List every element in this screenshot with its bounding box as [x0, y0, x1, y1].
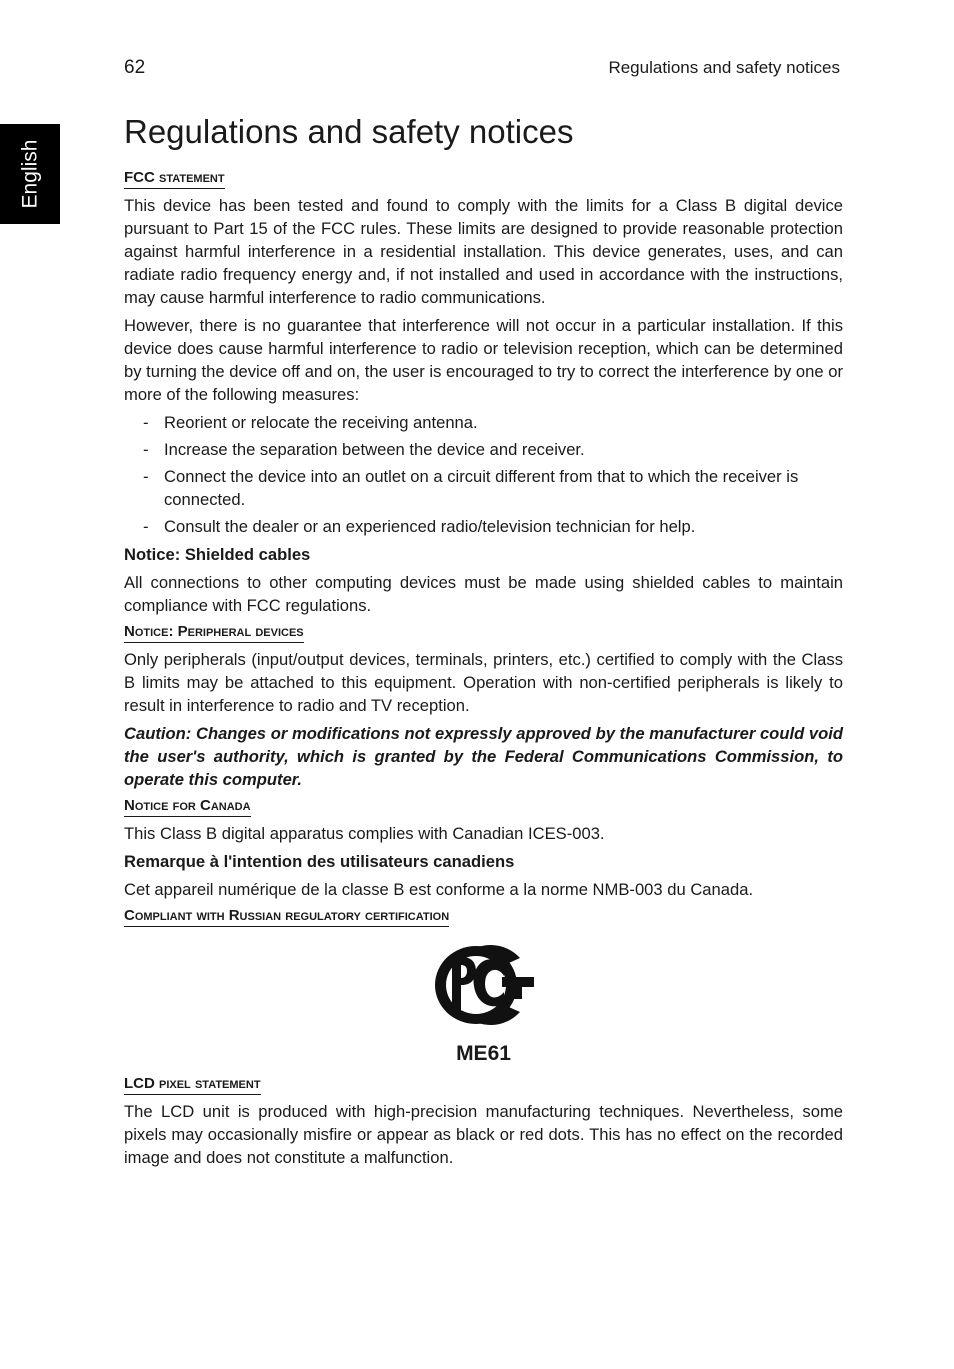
list-item-text: Consult the dealer or an experienced radio/television technician for help. [164, 516, 696, 536]
list-item-text: Increase the separation between the device and receiver. [164, 439, 585, 459]
running-header: Regulations and safety notices [608, 58, 840, 77]
canada-french-heading: Remarque à l'intention des utilisateurs canadiens [124, 851, 515, 871]
lcd-heading: LCD pixel statement [124, 1074, 261, 1095]
peripheral-text: Only peripherals (input/output devices, terminals, printers, etc.) certified to comply with the Class B limits may be attached to this equipment. Operation with non-certified peripherals is likely to result in interference to radio and TV reception. [124, 649, 843, 715]
shielded-cables-text: All connections to other computing devices must be made using shielded cables to maintain compliance with FCC regulations. [124, 572, 843, 615]
fcc-heading: FCC statement [124, 168, 225, 189]
list-item-text: Connect the device into an outlet on a circuit different from that to which the receiver is connected. [164, 466, 799, 509]
page-title: Regulations and safety notices [124, 113, 574, 150]
shielded-cables-heading: Notice: Shielded cables [124, 544, 311, 564]
lcd-text: The LCD unit is produced with high-precision manufacturing techniques. Nevertheless, some pixels may occasionally misfire or appear as black or red dots. This has no effect on the recorded image and does not constitute a malfunction. [124, 1101, 843, 1167]
fcc-paragraph-1: This device has been tested and found to comply with the limits for a Class B digital device pursuant to Part 15 of the FCC rules. These limits are designed to provide reasonable protection against harmful interference in a residential installation. This device generates, uses, and can radiate radio frequency energy and, if not installed and used in accordance with the instructions, may cause harmful interference to radio communications. [124, 195, 843, 307]
canada-heading: Notice for Canada [124, 796, 251, 817]
list-item: - Increase the separation between the device and receiver. [143, 439, 585, 459]
page-content [124, 112, 843, 1174]
language-tab [0, 124, 60, 224]
page-number: 62 [124, 57, 146, 78]
measures-list [124, 411, 843, 538]
fcc-paragraph-2: However, there is no guarantee that interference will not occur in a particular installation. If this device does cause harmful interference to radio or television reception, which can be determined by turning the device off and on, the user is encouraged to try to correct the interference by one or more of the following measures: [124, 315, 843, 404]
russian-certification [124, 944, 843, 1066]
pct-certification-mark-icon [432, 944, 536, 1026]
list-item: - Reorient or relocate the receiving antenna. [143, 412, 478, 432]
certification-code: ME61 [456, 1041, 511, 1065]
list-item: - Consult the dealer or an experienced radio/television technician for help. [143, 516, 696, 536]
canada-french-text: Cet appareil numérique de la classe B est conforme a la norme NMB-003 du Canada. [124, 879, 754, 899]
canada-text: This Class B digital apparatus complies with Canadian ICES-003. [124, 823, 605, 843]
language-tab-label: English [18, 139, 42, 209]
caution-text: Caution: Changes or modifications not expressly approved by the manufacturer could void the user's authority, which is granted by the Federal Communications Commission, to operate this computer. [124, 723, 843, 789]
list-item: - Connect the device into an outlet on a circuit different from that to which the receiver is connected. [143, 466, 799, 509]
list-item-text: Reorient or relocate the receiving antenna. [164, 412, 478, 432]
russia-heading: Compliant with Russian regulatory certification [124, 906, 449, 927]
peripheral-heading: Notice: Peripheral devices [124, 622, 304, 643]
